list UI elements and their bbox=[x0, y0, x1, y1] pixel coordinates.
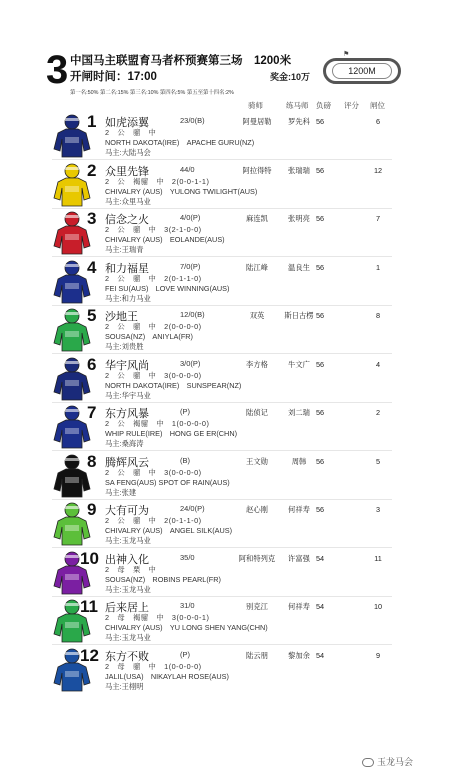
horse-info: 2 母 骝 中 1(0-0-0-0) bbox=[105, 661, 202, 671]
jockey-silks-icon bbox=[52, 453, 92, 501]
col-weight: 负磅 bbox=[316, 101, 331, 110]
prize-shares: 第一名:50% 第二名:15% 第三名:10% 第四名:5% 第五至第十四名:2% bbox=[70, 90, 234, 96]
barrier-draw: 6 bbox=[375, 117, 381, 126]
trainer-name: 黎加余 bbox=[288, 650, 310, 660]
track-distance-label: 1200M bbox=[332, 63, 392, 79]
row-divider bbox=[52, 644, 392, 645]
barrier-draw: 5 bbox=[375, 456, 381, 466]
entry-number: 1 bbox=[87, 112, 97, 131]
entry-number: 7 bbox=[87, 403, 97, 422]
horse-owner: 马主:张建 bbox=[105, 487, 137, 497]
horse-info: 2 公 骝 中 3(0-0-0-0) bbox=[105, 370, 202, 380]
race-header bbox=[0, 0, 450, 100]
entry-number: 3 bbox=[87, 209, 97, 228]
horse-name: 后来居上 bbox=[105, 602, 149, 614]
horse-info: 2 母 栗 中 bbox=[105, 564, 157, 574]
horse-odds: 12/0(B) bbox=[180, 310, 205, 319]
trainer-name: 张瑞瑞 bbox=[288, 165, 310, 175]
jockey-silks-icon bbox=[52, 162, 92, 210]
col-jockey: 骑师 bbox=[248, 101, 263, 110]
horse-name: 众里先锋 bbox=[105, 165, 149, 178]
carried-weight: 56 bbox=[316, 408, 325, 417]
horse-odds: 3/0(P) bbox=[180, 358, 201, 368]
col-trainer: 练马师 bbox=[286, 101, 309, 110]
horse-pedigree: SOUSA(NZ) ROBINS PEARL(FR) bbox=[105, 574, 221, 584]
horse-owner: 马主:王瑞青 bbox=[105, 245, 144, 254]
carried-weight: 56 bbox=[316, 359, 325, 369]
carried-weight: 56 bbox=[316, 214, 325, 223]
carried-weight: 54 bbox=[316, 602, 325, 611]
horse-owner: 马主:玉龙马业 bbox=[105, 633, 151, 642]
horse-info: 2 公 骝 中 2(0-0-0-0) bbox=[105, 322, 202, 331]
wechat-icon bbox=[362, 758, 374, 767]
horse-entry bbox=[0, 501, 450, 547]
horse-pedigree: SOUSA(NZ) ANIYLA(FR) bbox=[105, 332, 193, 341]
horse-owner: 马主:玉龙马业 bbox=[105, 584, 151, 594]
horse-entry bbox=[0, 259, 450, 305]
horse-owner: 马主:华宇马业 bbox=[105, 390, 151, 400]
horse-owner: 马主:桑海涛 bbox=[105, 439, 144, 448]
horse-name: 东方风暴 bbox=[105, 408, 149, 420]
carried-weight: 56 bbox=[316, 262, 325, 272]
carried-weight: 54 bbox=[316, 553, 325, 563]
horse-name: 东方不败 bbox=[105, 650, 149, 663]
horse-owner: 马主:刘贵胜 bbox=[105, 342, 144, 351]
jockey-name: 阿和特列克 bbox=[238, 553, 276, 563]
jockey-name: 阿曼居勒 bbox=[242, 117, 272, 126]
trainer-name: 何祥寿 bbox=[288, 505, 310, 514]
jockey-name: 阿拉得特 bbox=[242, 165, 272, 175]
horse-name: 沙地王 bbox=[105, 311, 138, 323]
prize-money: 奖金:10万 bbox=[270, 72, 311, 82]
row-divider bbox=[52, 450, 392, 451]
horse-name: 华宇风尚 bbox=[105, 359, 149, 372]
carried-weight: 56 bbox=[316, 117, 325, 126]
entry-number: 6 bbox=[87, 354, 97, 374]
jockey-name: 赵心刚 bbox=[246, 505, 268, 514]
trainer-name: 刘二瑞 bbox=[288, 408, 310, 417]
jockey-silks-icon bbox=[52, 307, 92, 355]
barrier-draw: 4 bbox=[375, 359, 381, 369]
jockey-name: 王文勋 bbox=[246, 456, 268, 466]
horse-pedigree: NORTH DAKOTA(IRE) APACHE GURU(NZ) bbox=[105, 138, 255, 147]
jockey-name: 李方格 bbox=[246, 359, 268, 369]
horse-odds: (P) bbox=[180, 407, 190, 416]
column-headers bbox=[0, 100, 450, 112]
horse-odds: (B) bbox=[180, 455, 190, 465]
entry-number: 9 bbox=[87, 500, 97, 519]
jockey-silks-icon bbox=[52, 113, 92, 161]
horse-name: 信念之火 bbox=[105, 214, 149, 226]
barrier-draw: 1 bbox=[375, 262, 381, 272]
horse-odds: 23/0(B) bbox=[180, 116, 205, 125]
entry-number: 11 bbox=[80, 597, 98, 616]
entry-number: 4 bbox=[87, 257, 97, 277]
entry-number: 10 bbox=[80, 548, 99, 568]
row-divider bbox=[52, 159, 392, 160]
horse-info: 2 公 褐骝 中 2(0-0-1-1) bbox=[105, 176, 210, 186]
horse-owner: 马主:大陆马会 bbox=[105, 148, 151, 157]
horse-name: 如虎添翼 bbox=[105, 117, 149, 129]
horse-pedigree: NORTH DAKOTA(IRE) SUNSPEAR(NZ) bbox=[105, 380, 242, 390]
horse-pedigree: JALIL(USA) NIKAYLAH ROSE(AUS) bbox=[105, 671, 229, 681]
horse-odds: (P) bbox=[180, 649, 190, 659]
jockey-silks-icon bbox=[52, 404, 92, 452]
barrier-draw: 11 bbox=[374, 553, 382, 563]
horse-info: 2 公 骝 中 bbox=[105, 128, 157, 137]
horse-name: 大有可为 bbox=[105, 505, 149, 517]
horse-owner: 马主:玉龙马业 bbox=[105, 536, 151, 545]
horse-pedigree: FEI SU(AUS) LOVE WINNING(AUS) bbox=[105, 283, 230, 293]
horse-info: 2 公 骝 中 2(0-1-1-0) bbox=[105, 516, 202, 525]
flag-icon: ⚑ bbox=[343, 51, 350, 58]
horse-pedigree: CHIVALRY (AUS) YU LONG SHEN YANG(CHN) bbox=[105, 623, 268, 632]
trainer-name: 牛文广 bbox=[288, 359, 310, 369]
horse-odds: 7/0(P) bbox=[180, 261, 201, 271]
horse-name: 出神入化 bbox=[105, 553, 149, 566]
trainer-name: 罗先科 bbox=[288, 117, 310, 126]
horse-info: 2 公 骝 中 3(0-0-0-0) bbox=[105, 467, 202, 477]
race-number: 3 bbox=[46, 48, 69, 92]
horse-entry bbox=[0, 453, 450, 499]
jockey-name: 陆江峰 bbox=[246, 262, 268, 272]
row-divider bbox=[52, 208, 392, 209]
horse-pedigree: CHIVALRY (AUS) ANGEL SILK(AUS) bbox=[105, 526, 233, 535]
row-divider bbox=[52, 402, 392, 403]
horse-pedigree: CHIVALRY (AUS) YULONG TWILIGHT(AUS) bbox=[105, 186, 258, 196]
horse-odds: 35/0 bbox=[180, 552, 195, 562]
horse-entry bbox=[0, 647, 450, 693]
jockey-silks-icon bbox=[52, 501, 92, 549]
horse-odds: 24/0(P) bbox=[180, 504, 205, 513]
horse-info: 2 公 褐骝 中 1(0-0-0-0) bbox=[105, 419, 210, 428]
barrier-draw: 8 bbox=[375, 311, 381, 320]
horse-name: 腾辉风云 bbox=[105, 456, 149, 469]
trainer-name: 周韩 bbox=[291, 456, 307, 466]
horse-info: 2 母 褐骝 中 3(0-0-0-1) bbox=[105, 613, 210, 622]
carried-weight: 56 bbox=[316, 311, 325, 320]
carried-weight: 54 bbox=[316, 650, 325, 660]
horse-owner: 马主:王栩明 bbox=[105, 681, 144, 691]
barrier-draw: 2 bbox=[375, 408, 381, 417]
horse-entry bbox=[0, 210, 450, 256]
barrier-draw: 12 bbox=[373, 165, 383, 175]
trainer-name: 何祥寿 bbox=[288, 602, 310, 611]
horse-owner: 马主:众里马业 bbox=[105, 196, 151, 206]
horse-name: 和力福星 bbox=[105, 262, 149, 275]
jockey-silks-icon bbox=[52, 356, 92, 404]
brand-name: 玉龙马会 bbox=[377, 757, 414, 767]
barrier-draw: 3 bbox=[375, 505, 381, 514]
jockey-name: 双英 bbox=[249, 311, 265, 320]
horse-entry bbox=[0, 307, 450, 353]
horse-info: 2 公 骝 中 3(2-1-0-0) bbox=[105, 225, 202, 234]
barrier-draw: 10 bbox=[373, 602, 383, 611]
horse-entry bbox=[0, 404, 450, 450]
horse-odds: 4/0(P) bbox=[180, 213, 201, 222]
horse-entry bbox=[0, 356, 450, 402]
horse-pedigree: SA FENG(AUS) SPOT OF RAIN(AUS) bbox=[105, 477, 230, 487]
jockey-name: 陆云朋 bbox=[246, 650, 268, 660]
jockey-silks-icon bbox=[52, 210, 92, 258]
horse-odds: 44/0 bbox=[180, 164, 195, 174]
col-draw: 闸位 bbox=[370, 101, 385, 110]
horse-entry bbox=[0, 550, 450, 596]
horse-pedigree: WHIP RULE(IRE) HONG GE ER(CHN) bbox=[105, 429, 238, 438]
row-divider bbox=[52, 305, 392, 306]
horse-odds: 31/0 bbox=[180, 601, 195, 610]
entry-number: 12 bbox=[80, 645, 99, 665]
trainer-name: 温良生 bbox=[288, 262, 310, 272]
start-time: 开闸时间：17:00 bbox=[70, 71, 157, 83]
carried-weight: 56 bbox=[316, 165, 325, 175]
jockey-name: 麻连凯 bbox=[246, 214, 268, 223]
jockey-name: 陆侦记 bbox=[246, 408, 268, 417]
horse-entry bbox=[0, 162, 450, 208]
horse-info: 2 公 骝 中 2(0-1-1-0) bbox=[105, 273, 202, 283]
jockey-name: 别克江 bbox=[246, 602, 268, 611]
race-title: 中国马主联盟育马者杯预赛第三场 1200米 bbox=[70, 55, 292, 67]
row-divider bbox=[52, 499, 392, 500]
entry-number: 5 bbox=[87, 306, 97, 325]
entry-number: 2 bbox=[87, 160, 97, 180]
horse-entry bbox=[0, 113, 450, 159]
row-divider bbox=[52, 353, 392, 354]
track-diagram bbox=[323, 50, 401, 86]
entry-number: 8 bbox=[87, 451, 97, 471]
row-divider bbox=[52, 256, 392, 257]
horse-owner: 马主:和力马业 bbox=[105, 293, 151, 303]
horse-pedigree: CHIVALRY (AUS) EOLANDE(AUS) bbox=[105, 235, 225, 244]
horse-entry bbox=[0, 598, 450, 644]
barrier-draw: 7 bbox=[375, 214, 381, 223]
carried-weight: 56 bbox=[316, 505, 325, 514]
carried-weight: 56 bbox=[316, 456, 325, 466]
jockey-silks-icon bbox=[52, 259, 92, 307]
row-divider bbox=[52, 596, 392, 597]
row-divider bbox=[52, 547, 392, 548]
col-rating: 评分 bbox=[344, 101, 359, 110]
trainer-name: 斯日古楞 bbox=[284, 311, 314, 320]
trainer-name: 许富强 bbox=[288, 553, 310, 563]
footer-brand bbox=[362, 755, 413, 768]
trainer-name: 张明亮 bbox=[288, 214, 310, 223]
barrier-draw: 9 bbox=[375, 650, 381, 660]
